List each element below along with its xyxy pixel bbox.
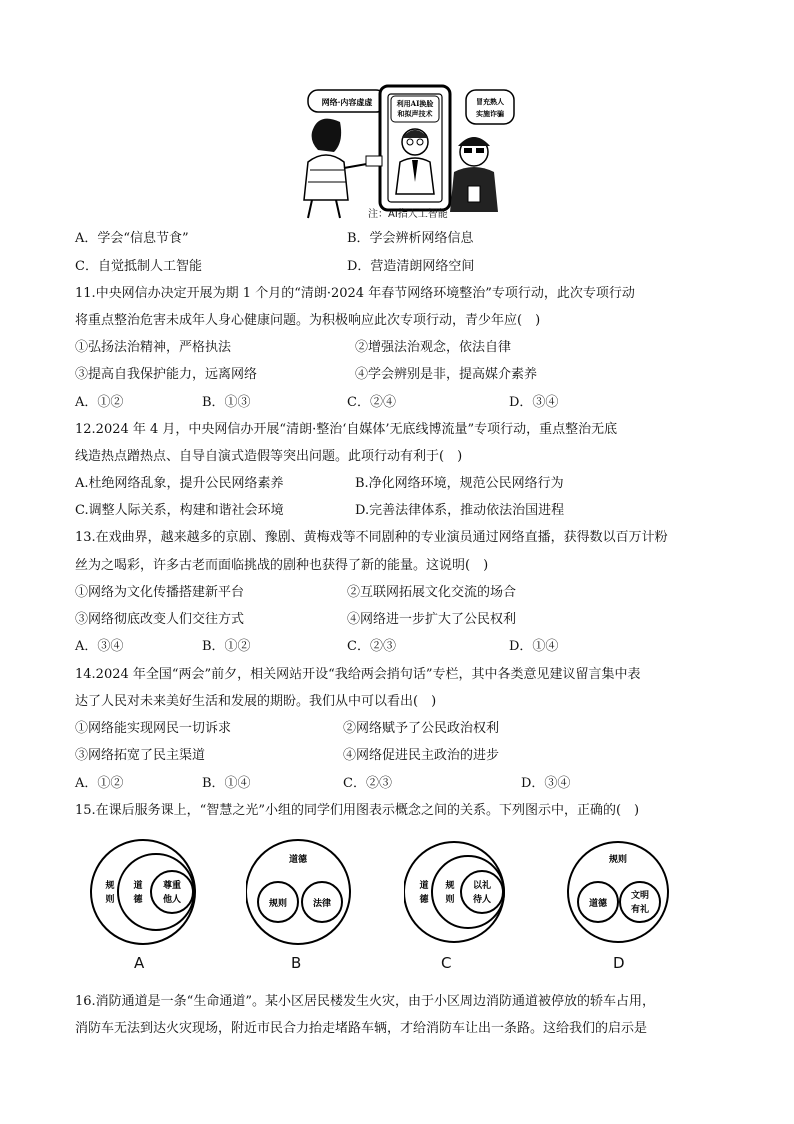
q11-stem-line-1: 11.中央网信办决定开展为期 1 个月的“清朗·2024 年春节网络环境整治”专项行动，此次专项行动 — [75, 286, 635, 301]
cartoon-caption: 注：AI指人工智能 — [368, 209, 448, 220]
svg-text:道: 道 — [133, 881, 143, 891]
q11-option-b: B．①③ — [202, 395, 251, 410]
q12-option-c: C.调整人际关系，构建和谐社会环境 — [75, 503, 284, 518]
bubble-left-text: 网络·内容虚虚 — [321, 97, 373, 107]
svg-text:利用AI换脸: 利用AI换脸 — [396, 99, 434, 108]
svg-text:以礼: 以礼 — [472, 881, 492, 891]
diagram-a-letter: A — [134, 954, 145, 972]
svg-text:规: 规 — [445, 881, 455, 891]
q11-item-3: ③提高自我保护能力，远离网络 — [75, 367, 258, 382]
q14-stem-line-2: 达了人民对未来美好生活和发展的期盼。我们从中可以看出( ) — [75, 694, 437, 709]
diagram-b-left-label: 规则 — [268, 899, 288, 909]
q12-option-d: D.完善法律体系，推动依法治国进程 — [355, 503, 565, 518]
svg-text:待人: 待人 — [472, 895, 492, 905]
diagram-c-letter: C — [441, 954, 452, 972]
svg-text:有礼: 有礼 — [630, 905, 650, 915]
q14-option-c: C．②③ — [343, 776, 392, 791]
q12-stem-line-2: 线造热点蹭热点、自导自演式造假等突出问题。此项行动有利于( ) — [75, 449, 463, 464]
q10-option-b: B．学会辨析网络信息 — [347, 231, 474, 246]
cartoon-illustration — [288, 82, 520, 222]
diagram-b-outer-label: 道德 — [288, 855, 308, 865]
q11-item-2: ②增强法治观念，依法自律 — [355, 340, 512, 355]
q13-item-2: ②互联网拓展文化交流的场合 — [347, 585, 517, 600]
q13-item-1: ①网络为文化传播搭建新平台 — [75, 585, 245, 600]
q14-item-2: ②网络赋予了公民政治权利 — [343, 721, 500, 736]
q16-stem-line-1: 16.消防通道是一条“生命通道”。某小区居民楼发生火灾，由于小区周边消防通道被停放的轿车占用， — [75, 994, 655, 1009]
q14-stem-line-1: 14.2024 年全国“两会”前夕，相关网站开设“我给两会捎句话”专栏，其中各类意见建议留言集中表 — [75, 667, 641, 682]
q13-option-a: A．③④ — [75, 639, 124, 654]
diagram-d — [562, 832, 692, 980]
q16-stem-line-2: 消防车无法到达火灾现场，附近市民合力抬走堵路车辆，才给消防车让出一条路。这给我们的启示是 — [75, 1021, 648, 1036]
q14-item-3: ③网络拓宽了民主渠道 — [75, 748, 206, 763]
q11-option-c: C．②④ — [347, 395, 396, 410]
q14-option-b: B．①④ — [202, 776, 251, 791]
diagram-b-right-label: 法律 — [312, 899, 332, 909]
svg-text:冒充熟人: 冒充熟人 — [476, 97, 504, 106]
svg-text:尊重: 尊重 — [162, 881, 182, 891]
diagram-a — [88, 832, 218, 980]
q10-option-d: D．营造清朗网络空间 — [347, 259, 475, 274]
q12-option-a: A.杜绝网络乱象，提升公民网络素养 — [75, 476, 284, 491]
q13-stem-line-1: 13.在戏曲界，越来越多的京剧、豫剧、黄梅戏等不同剧种的专业演员通过网络直播，获得数以百万计粉 — [75, 530, 668, 545]
svg-text:文明: 文明 — [630, 891, 650, 901]
svg-text:德: 德 — [419, 895, 429, 905]
svg-text:则: 则 — [105, 895, 115, 905]
q11-option-d: D．③④ — [509, 395, 559, 410]
svg-text:实施诈骗: 实施诈骗 — [476, 109, 504, 118]
q10-option-c: C．自觉抵制人工智能 — [75, 259, 202, 274]
svg-text:道: 道 — [419, 881, 429, 891]
q13-item-3: ③网络彻底改变人们交往方式 — [75, 612, 245, 627]
q13-option-d: D．①④ — [509, 639, 559, 654]
q11-item-1: ①弘扬法治精神，严格执法 — [75, 340, 232, 355]
q15-stem-line: 15.在课后服务课上，“智慧之光”小组的同学们用图表示概念之间的关系。下列图示中，正确的( ) — [75, 803, 640, 818]
svg-text:和拟声技术: 和拟声技术 — [397, 109, 433, 118]
svg-text:规: 规 — [105, 881, 115, 891]
q14-option-d: D．③④ — [521, 776, 571, 791]
q11-item-4: ④学会辨别是非，提高媒介素养 — [355, 367, 538, 382]
q10-option-a: A．学会“信息节食” — [75, 231, 189, 246]
diagram-d-letter: D — [613, 954, 625, 972]
q13-item-4: ④网络进一步扩大了公民权利 — [347, 612, 517, 627]
svg-text:他人: 他人 — [162, 895, 182, 905]
q11-option-a: A．①② — [75, 395, 124, 410]
q14-item-1: ①网络能实现网民一切诉求 — [75, 721, 232, 736]
q13-option-c: C．②③ — [347, 639, 396, 654]
q12-option-b: B.净化网络环境，规范公民网络行为 — [355, 476, 564, 491]
q13-option-b: B．①② — [202, 639, 251, 654]
q12-stem-line-1: 12.2024 年 4 月，中央网信办开展“清朗·整治‘自媒体’无底线博流量”专项行动，重点整治无底 — [75, 422, 618, 437]
diagram-d-left-label: 道德 — [588, 899, 608, 909]
svg-text:德: 德 — [133, 895, 143, 905]
diagram-b — [246, 832, 376, 980]
q14-option-a: A．①② — [75, 776, 124, 791]
diagram-b-letter: B — [291, 954, 302, 972]
diagram-c — [404, 832, 534, 980]
q14-item-4: ④网络促进民主政治的进步 — [343, 748, 500, 763]
diagram-d-outer-label: 规则 — [608, 855, 628, 865]
q11-stem-line-2: 将重点整治危害未成年人身心健康问题。为积极响应此次专项行动，青少年应( ) — [75, 313, 541, 328]
svg-text:则: 则 — [445, 895, 455, 905]
q13-stem-line-2: 丝为之喝彩，许多古老而面临挑战的剧种也获得了新的能量。这说明( ) — [75, 558, 489, 573]
